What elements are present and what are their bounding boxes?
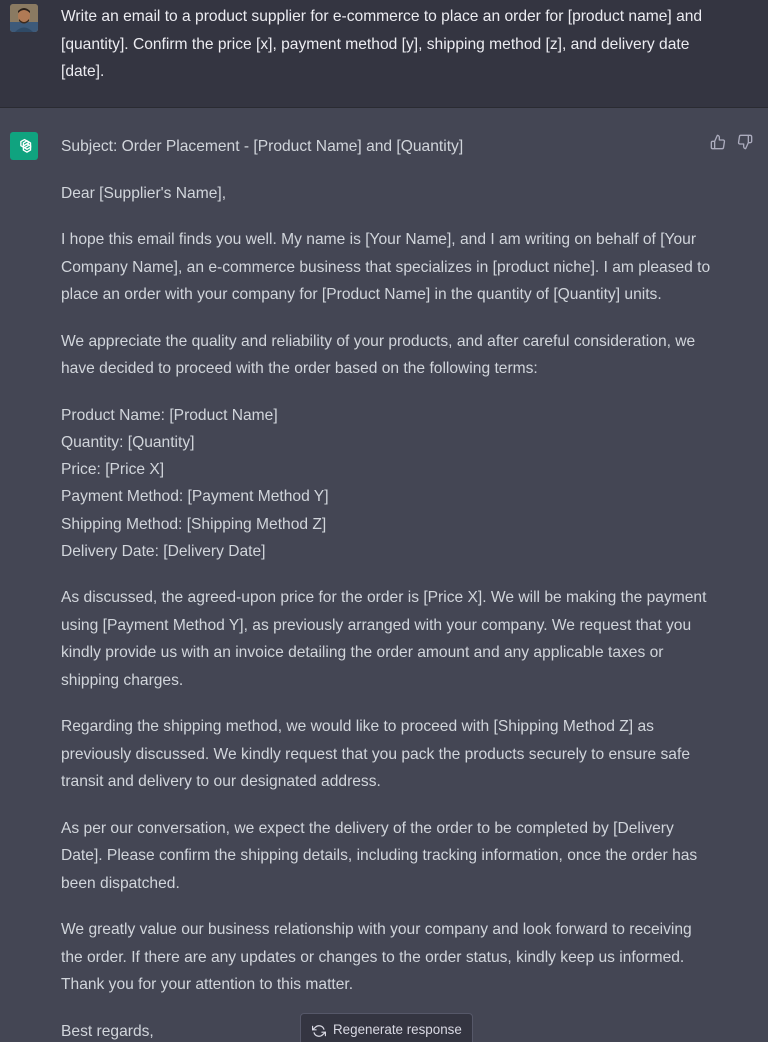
term-price: Price: [Price X] [61, 461, 165, 479]
email-closing-paragraph: We greatly value our business relationship with your company and look forward to receiving the order. If there are any updates or changes to the order status, kindly keep us informed. Thank you for your attention to this matter. [61, 921, 692, 994]
term-delivery-date: Delivery Date: [Delivery Date] [61, 542, 266, 560]
term-quantity: Quantity: [Quantity] [61, 433, 195, 451]
user-avatar [10, 4, 38, 32]
regenerate-label: Regenerate response [333, 1022, 462, 1037]
email-appreciation-paragraph: We appreciate the quality and reliability of your products, and after careful consideration, we have decided to proceed with the order based on the following terms: [61, 332, 696, 377]
order-terms-list [61, 402, 711, 566]
email-delivery-paragraph: As per our conversation, we expect the delivery of the order to be completed by [Delivery Date]. Please confirm the shipping details, including tracking information, once the order has been dispatched. [61, 819, 698, 892]
term-product-name: Product Name: [Product Name] [61, 406, 278, 424]
email-sign-off: Best regards, [61, 1022, 154, 1040]
email-shipping-paragraph: Regarding the shipping method, we would like to proceed with [Shipping Method Z] as previously discussed. We kindly request that you pack the products securely to ensure safe transit and delivery to our designated address. [61, 718, 690, 791]
user-prompt-text: Write an email to a product supplier for e-commerce to place an order for [product name] and [quantity]. Confirm the price [x], payment method [y], shipping method [z], and delivery date [date]. [61, 8, 703, 80]
email-greeting: Dear [Supplier's Name], [61, 184, 227, 202]
term-shipping-method: Shipping Method: [Shipping Method Z] [61, 515, 327, 533]
assistant-response [61, 133, 711, 1042]
email-intro-paragraph: I hope this email finds you well. My name is [Your Name], and I am writing on behalf of [Your Company Name], an e-commerce business that specializes in [product niche]. I am pleased to place an order with your company for [Product Name] in the quantity of [Quantity] units. [61, 231, 711, 303]
user-message [0, 0, 768, 108]
feedback-buttons [710, 134, 753, 150]
refresh-icon [312, 1024, 326, 1038]
term-payment-method: Payment Method: [Payment Method Y] [61, 488, 329, 506]
thumbs-down-icon[interactable] [737, 134, 753, 150]
thumbs-up-icon[interactable] [710, 134, 726, 150]
assistant-message [0, 108, 768, 1042]
email-subject: Subject: Order Placement - [Product Name] and [Quantity] [61, 138, 464, 155]
regenerate-response-button[interactable] [300, 1013, 473, 1042]
user-avatar-image [10, 4, 38, 32]
email-price-paragraph: As discussed, the agreed-upon price for the order is [Price X]. We will be making the payment using [Payment Method Y], as previously arranged with your company. We request that you kindly provide us with an invoice detailing the order amount and any applicable taxes or shipping charges. [61, 589, 707, 689]
openai-logo-icon [10, 132, 38, 160]
